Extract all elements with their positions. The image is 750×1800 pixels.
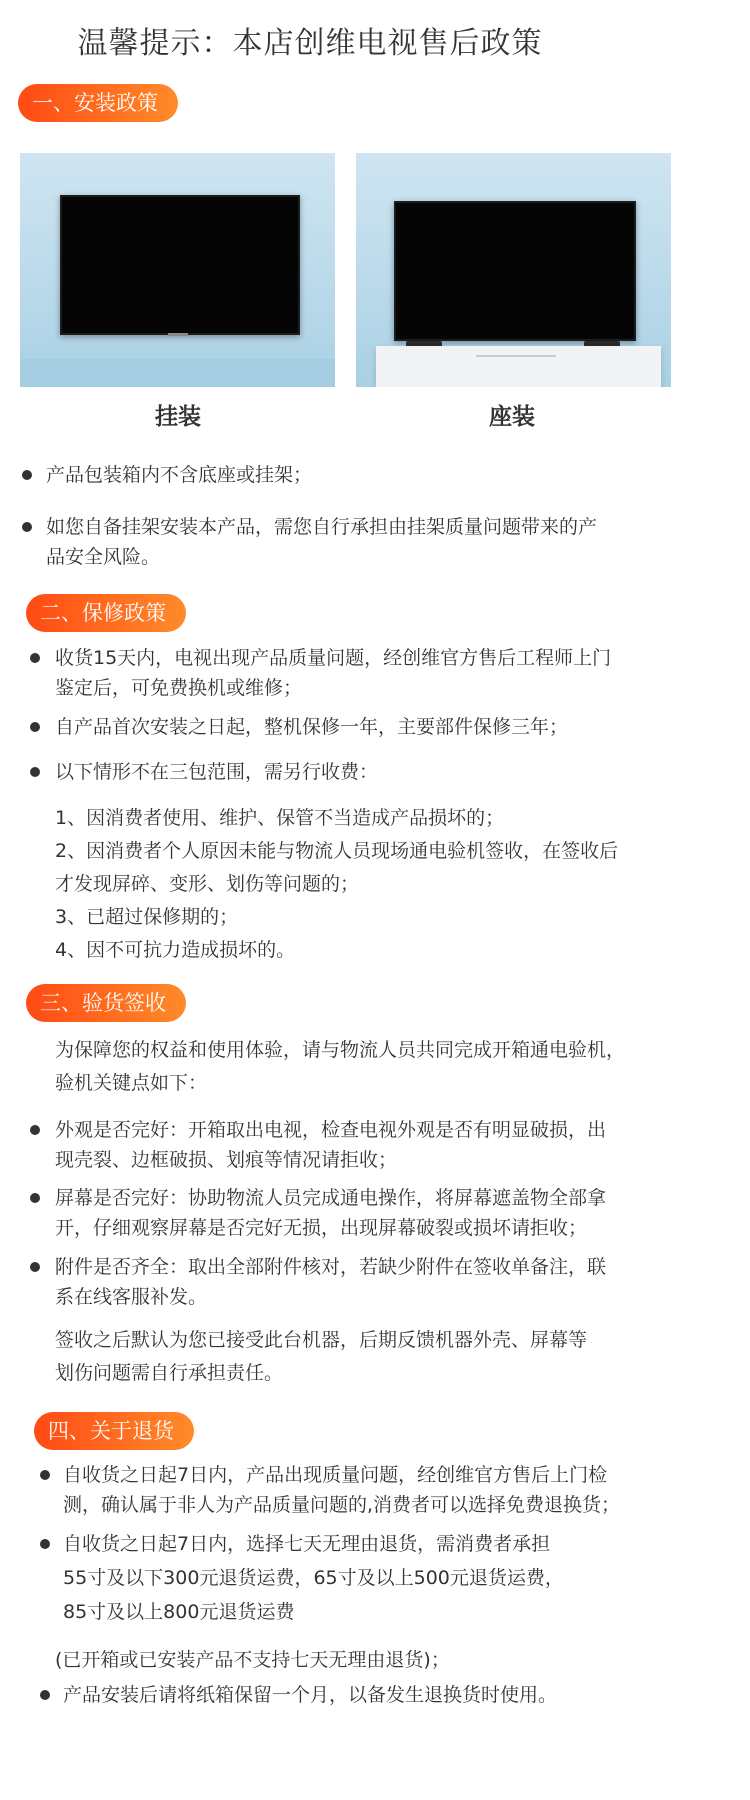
bullet-dot — [30, 653, 40, 663]
bullet-dot — [30, 767, 40, 777]
warranty-item-3: 3、已超过保修期的； — [55, 906, 239, 928]
bullet-dot — [22, 470, 32, 480]
section-header-returns: 四、关于退货 — [34, 1412, 194, 1450]
install-bullet-2-cont: 品安全风险。 — [46, 546, 161, 568]
inspection-note: 签收之后默认为您已接受此台机器，后期反馈机器外壳、屏幕等 — [55, 1329, 588, 1351]
bullet-dot — [40, 1539, 50, 1549]
bullet-dot — [40, 1470, 50, 1480]
returns-bullet-2: 自收货之日起7日内，选择七天无理由退货，需消费者承担 — [63, 1533, 551, 1555]
bullet-dot — [30, 1262, 40, 1272]
returns-bullet-2-cont: 55寸及以下300元退货运费，65寸及以上500元退货运费， — [63, 1567, 564, 1589]
warranty-bullet-2: 自产品首次安装之日起，整机保修一年，主要部件保修三年； — [55, 716, 569, 738]
inspection-bullet-3: 附件是否齐全：取出全部附件核对，若缺少附件在签收单备注，联 — [55, 1256, 607, 1278]
inspection-bullet-3-cont: 系在线客服补发。 — [55, 1286, 208, 1308]
returns-note: (已开箱或已安装产品不支持七天无理由退货)； — [55, 1649, 450, 1671]
returns-bullet-2-cont2: 85寸及以上800元退货运费 — [63, 1601, 295, 1623]
warranty-item-2: 2、因消费者个人原因未能与物流人员现场通电验机签收，在签收后 — [55, 840, 619, 862]
warranty-item-4: 4、因不可抗力造成损坏的。 — [55, 939, 296, 961]
returns-bullet-1: 自收货之日起7日内，产品出现质量问题，经创维官方售后上门检 — [63, 1464, 608, 1486]
warranty-bullet-3: 以下情形不在三包范围，需另行收费： — [55, 761, 379, 783]
stand-mount-image — [356, 153, 671, 387]
warranty-bullet-1: 收货15天内，电视出现产品质量问题，经创维官方售后工程师上门 — [55, 647, 612, 669]
bullet-dot — [22, 522, 32, 532]
caption-wall-mount: 挂装 — [155, 404, 201, 430]
inspection-intro: 为保障您的权益和使用体验，请与物流人员共同完成开箱通电验机， — [55, 1039, 626, 1061]
warranty-item-1: 1、因消费者使用、维护、保管不当造成产品损坏的； — [55, 807, 505, 829]
section-header-warranty: 二、保修政策 — [26, 594, 186, 632]
warranty-item-2-cont: 才发现屏碎、变形、划伤等问题的； — [55, 873, 360, 895]
inspection-bullet-2: 屏幕是否完好：协助物流人员完成通电操作，将屏幕遮盖物全部拿 — [55, 1187, 607, 1209]
bullet-dot — [40, 1690, 50, 1700]
inspection-note-cont: 划伤问题需自行承担责任。 — [55, 1362, 284, 1384]
inspection-bullet-1: 外观是否完好：开箱取出电视，检查电视外观是否有明显破损，出 — [55, 1119, 607, 1141]
inspection-intro-cont: 验机关键点如下： — [55, 1072, 208, 1094]
section-header-inspection: 三、验货签收 — [26, 984, 186, 1022]
install-bullet-1: 产品包装箱内不含底座或挂架； — [46, 464, 313, 486]
bullet-dot — [30, 1125, 40, 1135]
inspection-bullet-2-cont: 开，仔细观察屏幕是否完好无损，出现屏幕破裂或损坏请拒收； — [55, 1217, 588, 1239]
returns-bullet-3: 产品安装后请将纸箱保留一个月，以备发生退换货时使用。 — [63, 1684, 558, 1706]
wall-mount-image — [20, 153, 335, 387]
bullet-dot — [30, 1193, 40, 1203]
bullet-dot — [30, 722, 40, 732]
install-bullet-2: 如您自备挂架安装本产品，需您自行承担由挂架质量问题带来的产 — [46, 516, 598, 538]
inspection-bullet-1-cont: 现壳裂、边框破损、划痕等情况请拒收； — [55, 1149, 398, 1171]
page-title: 温馨提示：本店创维电视售后政策 — [77, 26, 543, 61]
section-header-install: 一、安装政策 — [18, 84, 178, 122]
warranty-bullet-1-cont: 鉴定后，可免费换机或维修； — [55, 677, 303, 699]
caption-stand-mount: 座装 — [489, 404, 535, 430]
returns-bullet-1-cont: 测，确认属于非人为产品质量问题的,消费者可以选择免费退换货； — [63, 1494, 621, 1516]
